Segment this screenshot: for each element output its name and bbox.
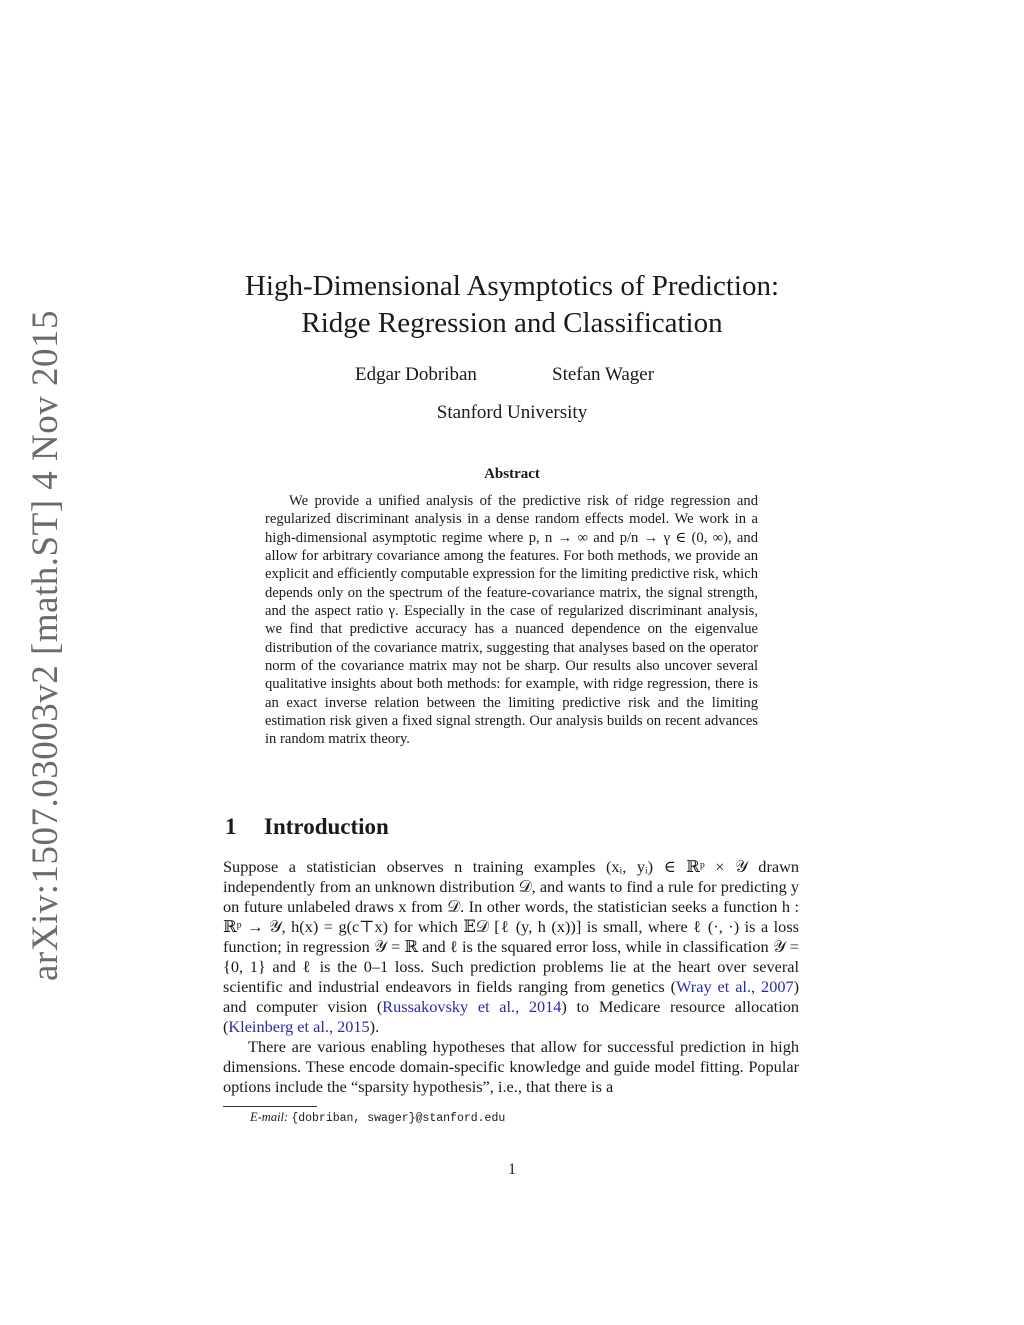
citation-link[interactable]: Kleinberg et al., 2015	[228, 1017, 370, 1036]
abstract-heading: Abstract	[484, 466, 540, 482]
footnote	[250, 1110, 505, 1125]
paper-title-line-2: Ridge Regression and Classification	[301, 307, 723, 339]
citation-link[interactable]: Wray et al., 2007	[676, 977, 794, 996]
section-number: 1	[225, 814, 237, 839]
footnote-divider	[223, 1106, 317, 1107]
paragraph-text: ).	[369, 1017, 380, 1036]
arxiv-identifier: arXiv:1507.03003v2 [math.ST] 4 Nov 2015	[25, 309, 67, 981]
section-heading	[225, 814, 389, 840]
paragraph-text: ) to Medicare resource allocation (	[223, 997, 800, 1036]
author-affiliation: Stanford University	[436, 402, 588, 423]
arxiv-side-stamp	[16, 309, 76, 981]
page-number: 1	[508, 1161, 516, 1178]
author-name: Stefan Wager	[552, 364, 655, 385]
author-name: Edgar Dobriban	[355, 364, 477, 385]
paper-title-line-1: High-Dimensional Asymptotics of Prediction:	[244, 270, 780, 302]
abstract-text: We provide a unified analysis of the predictive risk of ridge regression and regularized discriminant analysis in a dense random effects model. We work in a high-dimensional asymptotic regime where p, n → ∞ and p/n → γ ∈ (0, ∞), and allow for arbitrary covariance among the features. For both methods, we provide an explicit and efficiently computable expression for the limiting predictive risk, which depends only on the spectrum of the feature-covariance matrix, the signal strength, and the aspect ratio γ. Especially in the case of regularized discriminant analysis, we find that predictive accuracy has a nuanced dependence on the eigenvalue distribution of the covariance matrix, suggesting that analyses based on the operator norm of the covariance matrix may not be sharp. Our results also uncover several qualitative insights about both methods: for example, with ridge regression, there is an exact inverse relation between the limiting predictive risk and the limiting estimation risk given a fixed signal strength. Our analysis builds on recent advances in random matrix theory.	[265, 493, 758, 748]
footnote-email: {dobriban, swager}@stanford.edu	[291, 1112, 506, 1125]
body-paragraph: There are various enabling hypotheses that allow for successful prediction in high dimensions. These encode domain-specific knowledge and guide model fitting. Popular options include the “sparsity hypothesis”, i.e., that there is a	[223, 1037, 799, 1096]
footnote-label: E-mail:	[250, 1110, 289, 1124]
section-title: Introduction	[264, 814, 389, 839]
paragraph-text: ) and computer vision (	[223, 977, 800, 1016]
paragraph-text: Suppose a statistician observes n training examples (xᵢ, yᵢ) ∈ ℝᵖ × 𝒴 drawn independently from an unknown distribution 𝒟, and wants to find a rule for predicting y on future unlabeled draws x from 𝒟. In other words, the statistician seeks a function h : ℝᵖ → 𝒴, h(x) = g(c⊤x) for which 𝔼𝒟 [ℓ (y, h (x))] is small, where ℓ (·, ·) is a loss function; in regression 𝒴 = ℝ and ℓ is the squared error loss, while in classification 𝒴 = {0, 1} and ℓ is the 0–1 loss. Such prediction problems lie at the heart over several scientific and industrial endeavors in fields ranging from genetics (	[223, 857, 799, 996]
body-paragraph	[223, 857, 799, 1037]
citation-link[interactable]: Russakovsky et al., 2014	[382, 997, 562, 1016]
